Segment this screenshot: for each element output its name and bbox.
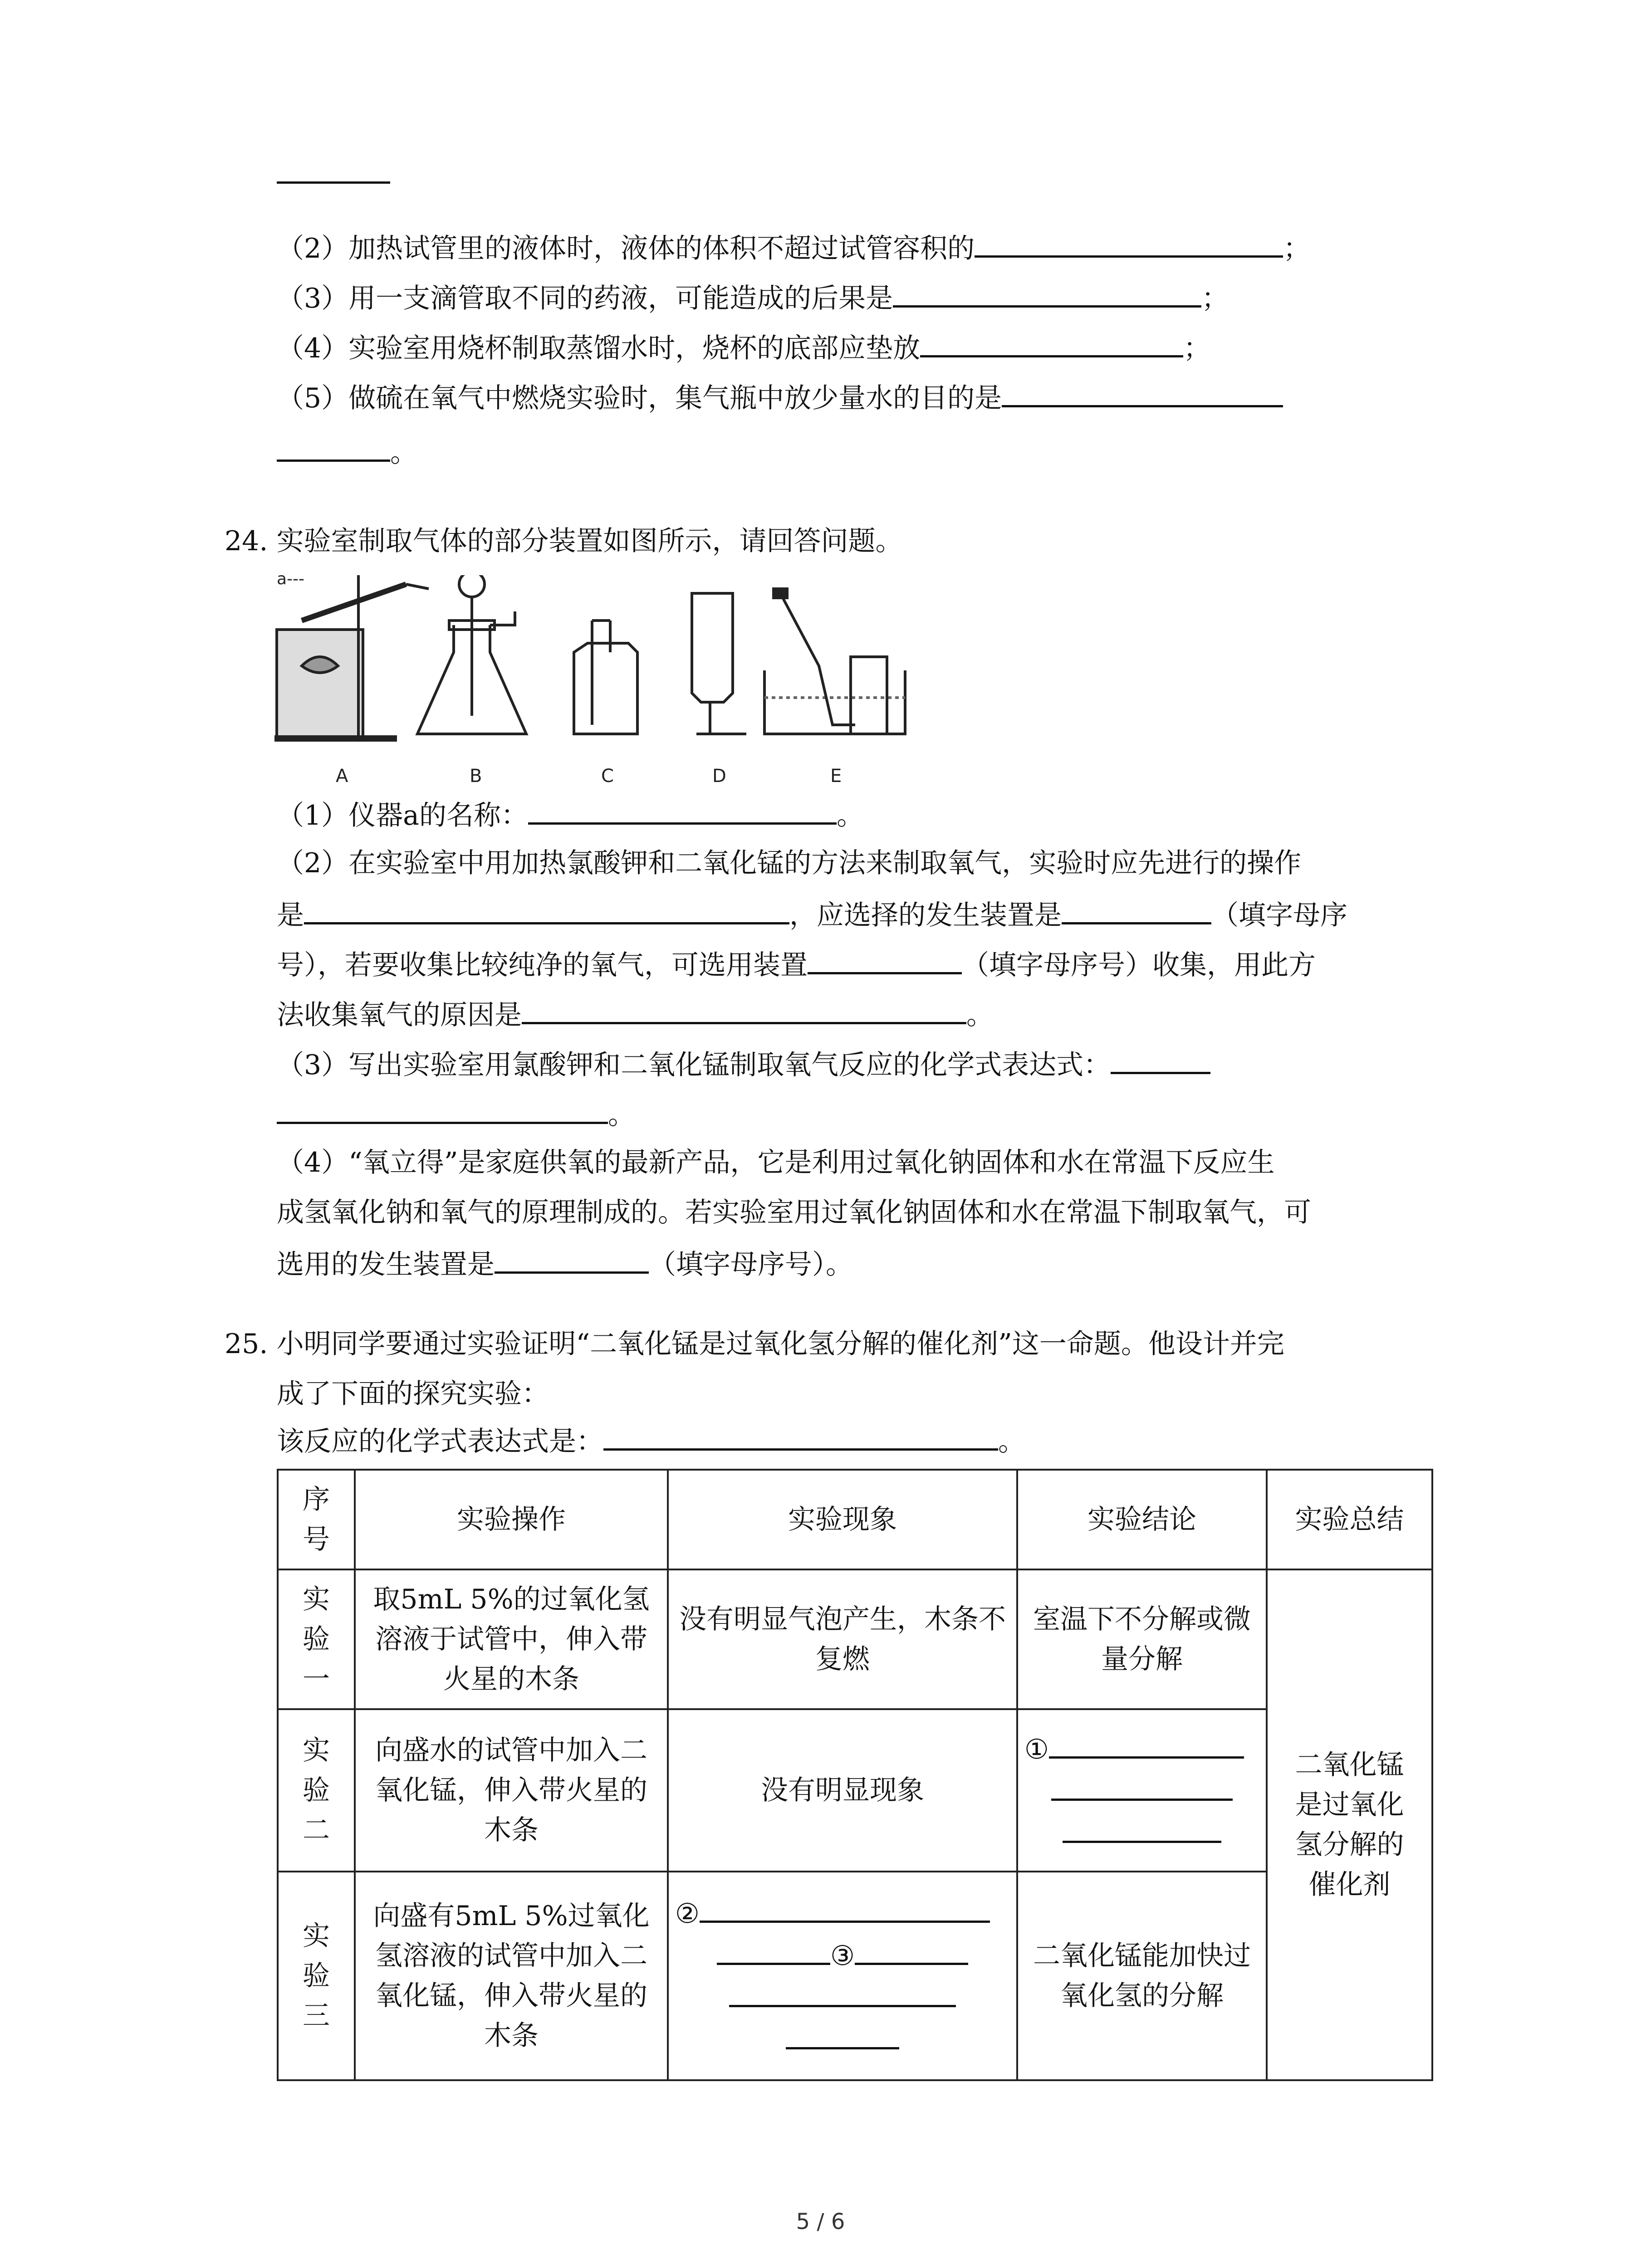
table-header-row <box>278 1470 1432 1569</box>
marker-3: ③ <box>830 1940 855 1972</box>
figure-label-c: C <box>601 766 614 787</box>
row1-no: 实验一 <box>278 1569 355 1709</box>
text: 选用的发生装置是 <box>277 1249 495 1281</box>
q23-item-4 <box>277 323 1210 371</box>
row2-phenomenon: 没有明显现象 <box>668 1709 1017 1872</box>
summary-cell: 二氧化锰是过氧化氢分解的催化剂 <box>1267 1569 1432 2080</box>
answer-blank[interactable] <box>893 274 1201 308</box>
punct: ； <box>1201 283 1229 314</box>
answer-blank[interactable] <box>1051 1769 1233 1801</box>
answer-blank[interactable] <box>495 1240 649 1274</box>
answer-blank[interactable] <box>717 1934 830 1965</box>
answer-blank[interactable] <box>808 940 962 974</box>
answer-blank[interactable] <box>1002 373 1283 407</box>
q23-item-3 <box>277 274 1229 321</box>
answer-blank[interactable] <box>975 224 1283 258</box>
text: 号），若要收集比较纯净的氧气，可选用装置 <box>277 949 808 981</box>
text: 是 <box>277 899 304 931</box>
q25-line-1: 25. 小明同学要通过实验证明“二氧化锰是过氧化氢分解的催化剂”这一命题。他设计并完 <box>225 1328 1284 1360</box>
q24-part-2-line-1: （2）在实验室中用加热氯酸钾和二氧化锰的方法来制取氧气，实验时应先进行的操作 <box>277 847 1302 879</box>
row2-operation: 向盛水的试管中加入二氧化锰，伸入带火星的木条 <box>355 1709 668 1872</box>
row3-phenomenon <box>668 1872 1017 2080</box>
answer-blank[interactable] <box>700 1892 990 1923</box>
q23-item-5 <box>277 373 1283 421</box>
row2-conclusion <box>1017 1709 1267 1872</box>
marker-2: ② <box>675 1898 700 1930</box>
answer-blank[interactable] <box>522 990 966 1024</box>
answer-blank[interactable] <box>1111 1040 1210 1074</box>
figure-label-e: E <box>830 766 842 787</box>
text: （3）写出实验室用氯酸钾和二氧化锰制取氧气反应的化学式表达式： <box>277 1049 1111 1081</box>
apparatus-a-block <box>277 630 363 738</box>
row3-conclusion: 二氧化锰能加快过氧化氢的分解 <box>1017 1872 1267 2080</box>
punct: 。 <box>836 800 864 831</box>
answer-blank[interactable] <box>786 2018 899 2049</box>
q24-part-4-line-2: 成氢氧化钠和氧气的原理制成的。若实验室用过氧化钠固体和水在常温下制取氧气，可 <box>277 1197 1311 1228</box>
q25-line-2: 成了下面的探究实验： <box>277 1378 549 1410</box>
answer-blank[interactable] <box>920 323 1183 357</box>
q24-part-4-line-3 <box>277 1240 853 1287</box>
punct: 。 <box>390 437 417 469</box>
header-conclusion: 实验结论 <box>1017 1470 1267 1569</box>
header-operation: 实验操作 <box>355 1470 668 1569</box>
marker-1: ① <box>1024 1733 1049 1765</box>
q24-title: 24. 实验室制取气体的部分装置如图所示，请回答问题。 <box>225 525 903 557</box>
row1-conclusion: 室温下不分解或微量分解 <box>1017 1569 1267 1709</box>
answer-blank[interactable] <box>603 1417 998 1451</box>
row1-operation: 取5mL 5%的过氧化氢溶液于试管中，伸入带火星的木条 <box>355 1569 668 1709</box>
answer-blank[interactable] <box>1063 1812 1221 1843</box>
q24-part-1-text: （1）仪器a的名称： <box>277 800 528 831</box>
apparatus-figure <box>274 575 932 788</box>
q24-part-4-line-1: （4）“氧立得”是家庭供氧的最新产品，它是利用过氧化钠固体和水在常温下反应生 <box>277 1147 1275 1178</box>
row3-no: 实验三 <box>278 1872 355 2080</box>
text: （填字母序 <box>1211 899 1347 931</box>
q23-item-3-text: （3）用一支滴管取不同的药液，可能造成的后果是 <box>277 283 893 314</box>
text: （填字母序号）。 <box>649 1249 853 1281</box>
punct: ； <box>1183 332 1211 364</box>
table-row <box>278 1569 1432 1709</box>
experiment-table <box>277 1469 1433 2081</box>
answer-blank[interactable] <box>277 181 390 184</box>
punct: 。 <box>998 1426 1025 1457</box>
label-a-marker: a--- <box>277 575 305 588</box>
row1-phenomenon: 没有明显气泡产生，木条不复燃 <box>668 1569 1017 1709</box>
page-number: 5 / 6 <box>796 2209 845 2234</box>
punct: 。 <box>966 999 994 1031</box>
answer-blank[interactable] <box>277 1090 608 1124</box>
q24-part-3 <box>277 1040 1210 1088</box>
figure-label-d: D <box>712 766 726 787</box>
header-summary: 实验总结 <box>1267 1470 1432 1569</box>
header-no: 序号 <box>278 1470 355 1569</box>
q24-part-1 <box>277 791 864 838</box>
q24-part-3-cont <box>277 1090 635 1138</box>
apparatus-drawing <box>274 575 932 766</box>
row3-operation: 向盛有5mL 5%过氧化氢溶液的试管中加入二氧化锰，伸入带火星的木条 <box>355 1872 668 2080</box>
text: 该反应的化学式表达式是： <box>277 1426 603 1457</box>
q23-item-4-text: （4）实验室用烧杯制取蒸馏水时，烧杯的底部应垫放 <box>277 332 921 364</box>
table-row <box>278 1872 1432 2080</box>
answer-blank[interactable] <box>528 791 837 825</box>
q23-item-5-text: （5）做硫在氧气中燃烧实验时，集气瓶中放少量水的目的是 <box>277 382 1002 414</box>
q24-part-2-line-2 <box>277 890 1347 938</box>
q23-item-5-cont <box>277 428 417 475</box>
q24-part-2-line-3 <box>277 940 1316 988</box>
text: （填字母序号）收集，用此方 <box>962 949 1316 981</box>
text: ，应选择的发生装置是 <box>789 899 1062 931</box>
text: 法收集氧气的原因是 <box>277 999 522 1031</box>
row2-no: 实验二 <box>278 1709 355 1872</box>
figure-label-b: B <box>470 766 482 787</box>
answer-blank[interactable] <box>855 1934 968 1965</box>
header-phenomenon: 实验现象 <box>668 1470 1017 1569</box>
punct: 。 <box>608 1099 635 1131</box>
q23-item-2 <box>277 224 1310 271</box>
q24-part-2-line-4 <box>277 990 994 1038</box>
q25-line-3 <box>277 1417 1025 1464</box>
answer-blank[interactable] <box>1049 1727 1244 1759</box>
q23-item-2-text: （2）加热试管里的液体时，液体的体积不超过试管容积的 <box>277 233 975 264</box>
answer-blank[interactable] <box>729 1976 956 2007</box>
answer-blank[interactable] <box>304 890 789 924</box>
table-row <box>278 1709 1432 1872</box>
punct: ； <box>1283 233 1311 264</box>
figure-label-a: A <box>336 766 348 787</box>
answer-blank[interactable] <box>277 428 390 462</box>
answer-blank[interactable] <box>1062 890 1211 924</box>
